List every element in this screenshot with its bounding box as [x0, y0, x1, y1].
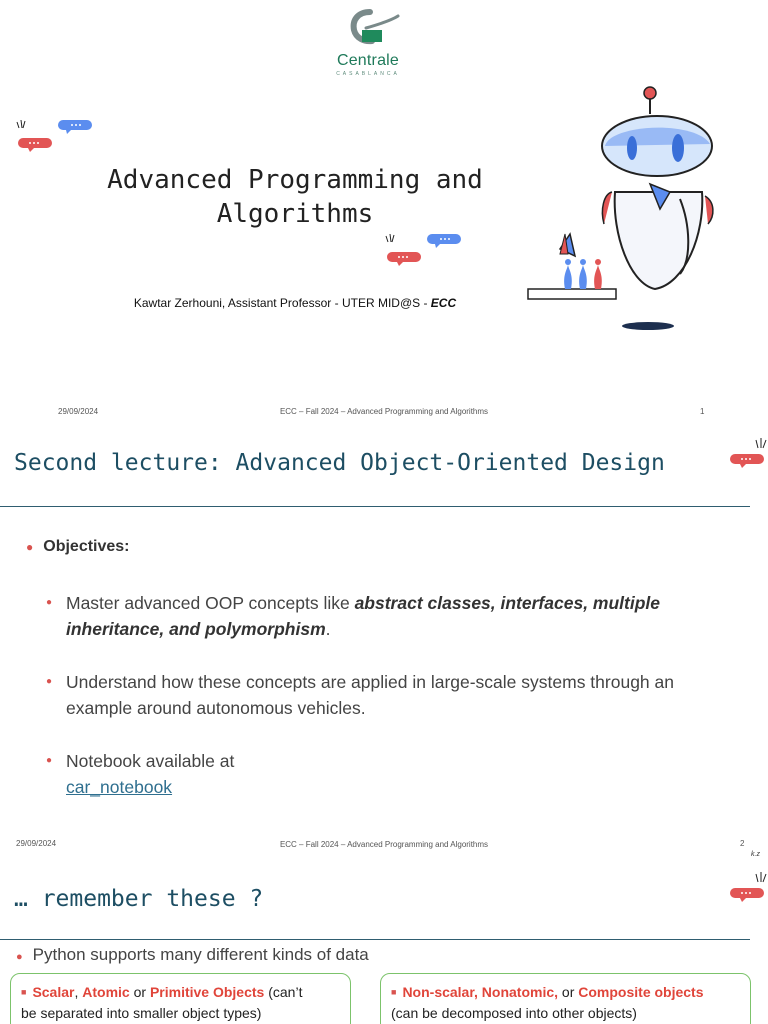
- slide-1: [0, 0, 768, 430]
- list-item: [46, 748, 726, 804]
- list-item: [16, 945, 369, 965]
- objectives-label: Objectives:: [43, 538, 130, 555]
- composite-objects-box: [380, 973, 751, 1024]
- chat-bubble-icon: [728, 872, 768, 910]
- text-run: or: [129, 984, 150, 1000]
- bullet-dot-icon: ●: [26, 540, 34, 554]
- square-bullet-icon: ■: [21, 987, 27, 997]
- box-text: [391, 982, 704, 1024]
- text-run: (can be decomposed into other objects): [391, 1005, 637, 1021]
- term: Atomic: [82, 984, 130, 1000]
- term: Scalar: [32, 984, 75, 1000]
- box-text: [21, 982, 302, 1024]
- bullet-dot-icon: ●: [46, 755, 53, 766]
- bullet-dot-icon: ●: [16, 951, 23, 963]
- text-run: or: [558, 984, 579, 1000]
- list-item: [46, 590, 726, 646]
- centrale-logo-mark: [340, 8, 400, 52]
- logo-subtitle: CASABLANCA: [336, 71, 400, 77]
- notebook-link[interactable]: car_notebook: [66, 777, 173, 797]
- footer-course: ECC – Fall 2024 – Advanced Programming and Algorithms: [279, 840, 489, 849]
- chat-bubble-icon: [728, 438, 768, 476]
- footer-course: ECC – Fall 2024 – Advanced Programming and Algorithms: [279, 407, 489, 416]
- title-divider: [0, 506, 750, 507]
- text-run: Notebook available at: [66, 751, 235, 771]
- text-run: be separated into smaller object types): [21, 1005, 262, 1021]
- bullet-dot-icon: ●: [46, 676, 53, 687]
- list-item-text: Python supports many different kinds of data: [32, 945, 369, 964]
- objectives-heading: [26, 538, 130, 556]
- list-item-text: [66, 590, 726, 642]
- list-item-text: [66, 748, 726, 800]
- emphasis-text: abstract classes, interfaces, multiple inheritance, and polymorphism: [66, 593, 660, 639]
- text-run: .: [325, 619, 331, 639]
- list-item: [46, 669, 726, 725]
- author-org: ECC: [430, 296, 457, 310]
- chat-bubbles-icon: [14, 116, 94, 156]
- footer-page-number: 1: [700, 407, 705, 416]
- presentation-title: Advanced Programming and Algorithms: [107, 165, 483, 229]
- robot-illustration: [520, 84, 750, 334]
- logo-wordmark: Centrale: [336, 52, 400, 69]
- footer-date: 29/09/2024: [58, 407, 99, 416]
- square-bullet-icon: ■: [391, 987, 397, 997]
- signature: k.z: [751, 851, 760, 858]
- title-divider: [0, 939, 750, 940]
- scalar-objects-box: [10, 973, 351, 1024]
- list-item-text: Understand how these concepts are applied in large-scale systems through an example around autonomous vehicles.: [66, 672, 674, 718]
- slide-title: … remember these ?: [14, 886, 264, 912]
- text-run: Master advanced OOP concepts like: [66, 593, 355, 613]
- footer-page-number: 2: [740, 839, 745, 848]
- centrale-logo: [328, 8, 408, 76]
- author-line: [60, 296, 530, 310]
- term: Non-scalar, Nonatomic,: [402, 984, 559, 1000]
- term: Primitive Objects: [149, 984, 265, 1000]
- slide-title: Second lecture: Advanced Object-Oriented Design: [14, 450, 665, 476]
- bullet-dot-icon: ●: [46, 597, 53, 608]
- slide-2: [0, 430, 768, 862]
- text-run: (can’t: [264, 984, 303, 1000]
- term: Composite objects: [578, 984, 704, 1000]
- author-name: Kawtar Zerhouni, Assistant Professor - UTER MID@S -: [133, 296, 431, 310]
- text-run: ,: [74, 984, 83, 1000]
- footer-date: 29/09/2024: [16, 839, 57, 848]
- slide-3: [0, 862, 768, 1024]
- chat-bubbles-icon: [383, 230, 463, 270]
